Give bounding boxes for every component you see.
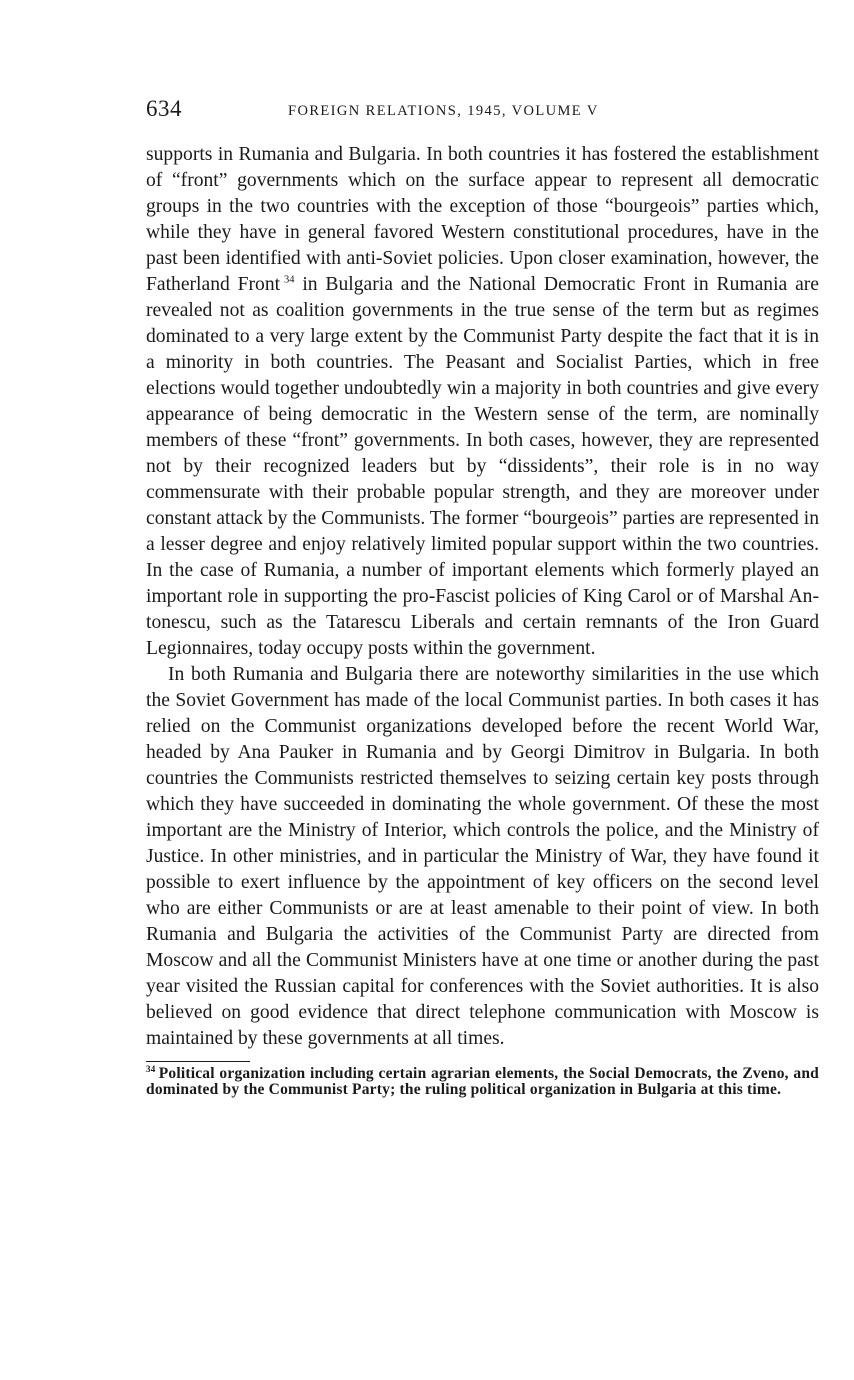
footnote-divider <box>146 1061 250 1062</box>
running-head <box>146 96 819 130</box>
page-number: 634 <box>146 96 182 121</box>
footnote <box>146 1063 819 1098</box>
footnote-marker: 34 <box>146 1063 156 1074</box>
paragraph-1 <box>146 142 819 662</box>
body-text <box>146 142 819 1052</box>
running-title: FOREIGN RELATIONS, 1945, VOLUME V <box>288 103 599 119</box>
paragraph-2: In both Rumania and Bulgaria there are noteworthy similarities in the use which the Soviet Government has made of the local Communist parties. In both cases it has relied on the Communist organizations developed before the recent World War, headed by Ana Pauker in Rumania and by Georgi Dimitrov in Bulgaria. In both countries the Communists restricted themselves to seizing certain key posts through which they have succeeded in dominating the whole government. Of these the most important are the Ministry of Interior, which controls the police, and the Ministry of Justice. In other ministries, and in particular the Ministry of War, they have found it possible to exert influence by the appointment of key officers on the second level who are either Communists or are at least amenable to their point of view. In both Rumania and Bulgaria the activities of the Communist Party are directed from Moscow and all the Communist Ministers have at one time or another during the past year visited the Russian capital for conferences with the Soviet authorities. It is also believed on good evidence that direct telephone communication with Moscow is maintained by these governments at all times. <box>146 664 819 1049</box>
document-page <box>146 96 819 1098</box>
paragraph-1-text-b: in Bulgaria and the National Democratic Front in Rumania are revealed not as coalition governments in the true sense of the term but as regimes dominated to a very large extent by the Communist Party despite the fact that it is in a minority in both countries. The Peasant and Socialist Parties, which in free elections would together undoubtedly win a majority in both countries and give every appearance of being democratic in the Western sense of the term, are nominally members of these “front” governments. In both cases, however, they are represented not by their recognized leaders but by “dissidents”, their role is in no way commensurate with their probable popular strength, and they are moreover under constant attack by the Communists. The former “bourgeois” parties are represented in a lesser degree and enjoy relatively limited popular support within the two countries. In the case of Rumania, a number of important elements which formerly played an important role in supporting the pro-Fascist policies of King Carol or of Marshal Antonescu, such as the Tatarescu Liberals and certain remnants of the Iron Guard Legionnaires, today occupy posts within the government. <box>146 274 819 659</box>
footnote-reference[interactable]: 34 <box>284 274 295 286</box>
paragraph-1-text-a: supports in Rumania and Bulgaria. In both countries it has fostered the establishment of “front” governments which on the surface appear to represent all democratic groups in the two countries with the exception of those “bourgeois” parties which, while they have in general favored Western constitutional procedures, have in the past been identified with anti-Soviet policies. Upon closer examination, however, the Fatherland Front <box>146 144 819 295</box>
footnote-text: Political organization including certain agrarian elements, the Social Democrats, the Zveno, and dominated by the Communist Party; the ruling political organization in Bulgaria at this time. <box>146 1065 819 1098</box>
